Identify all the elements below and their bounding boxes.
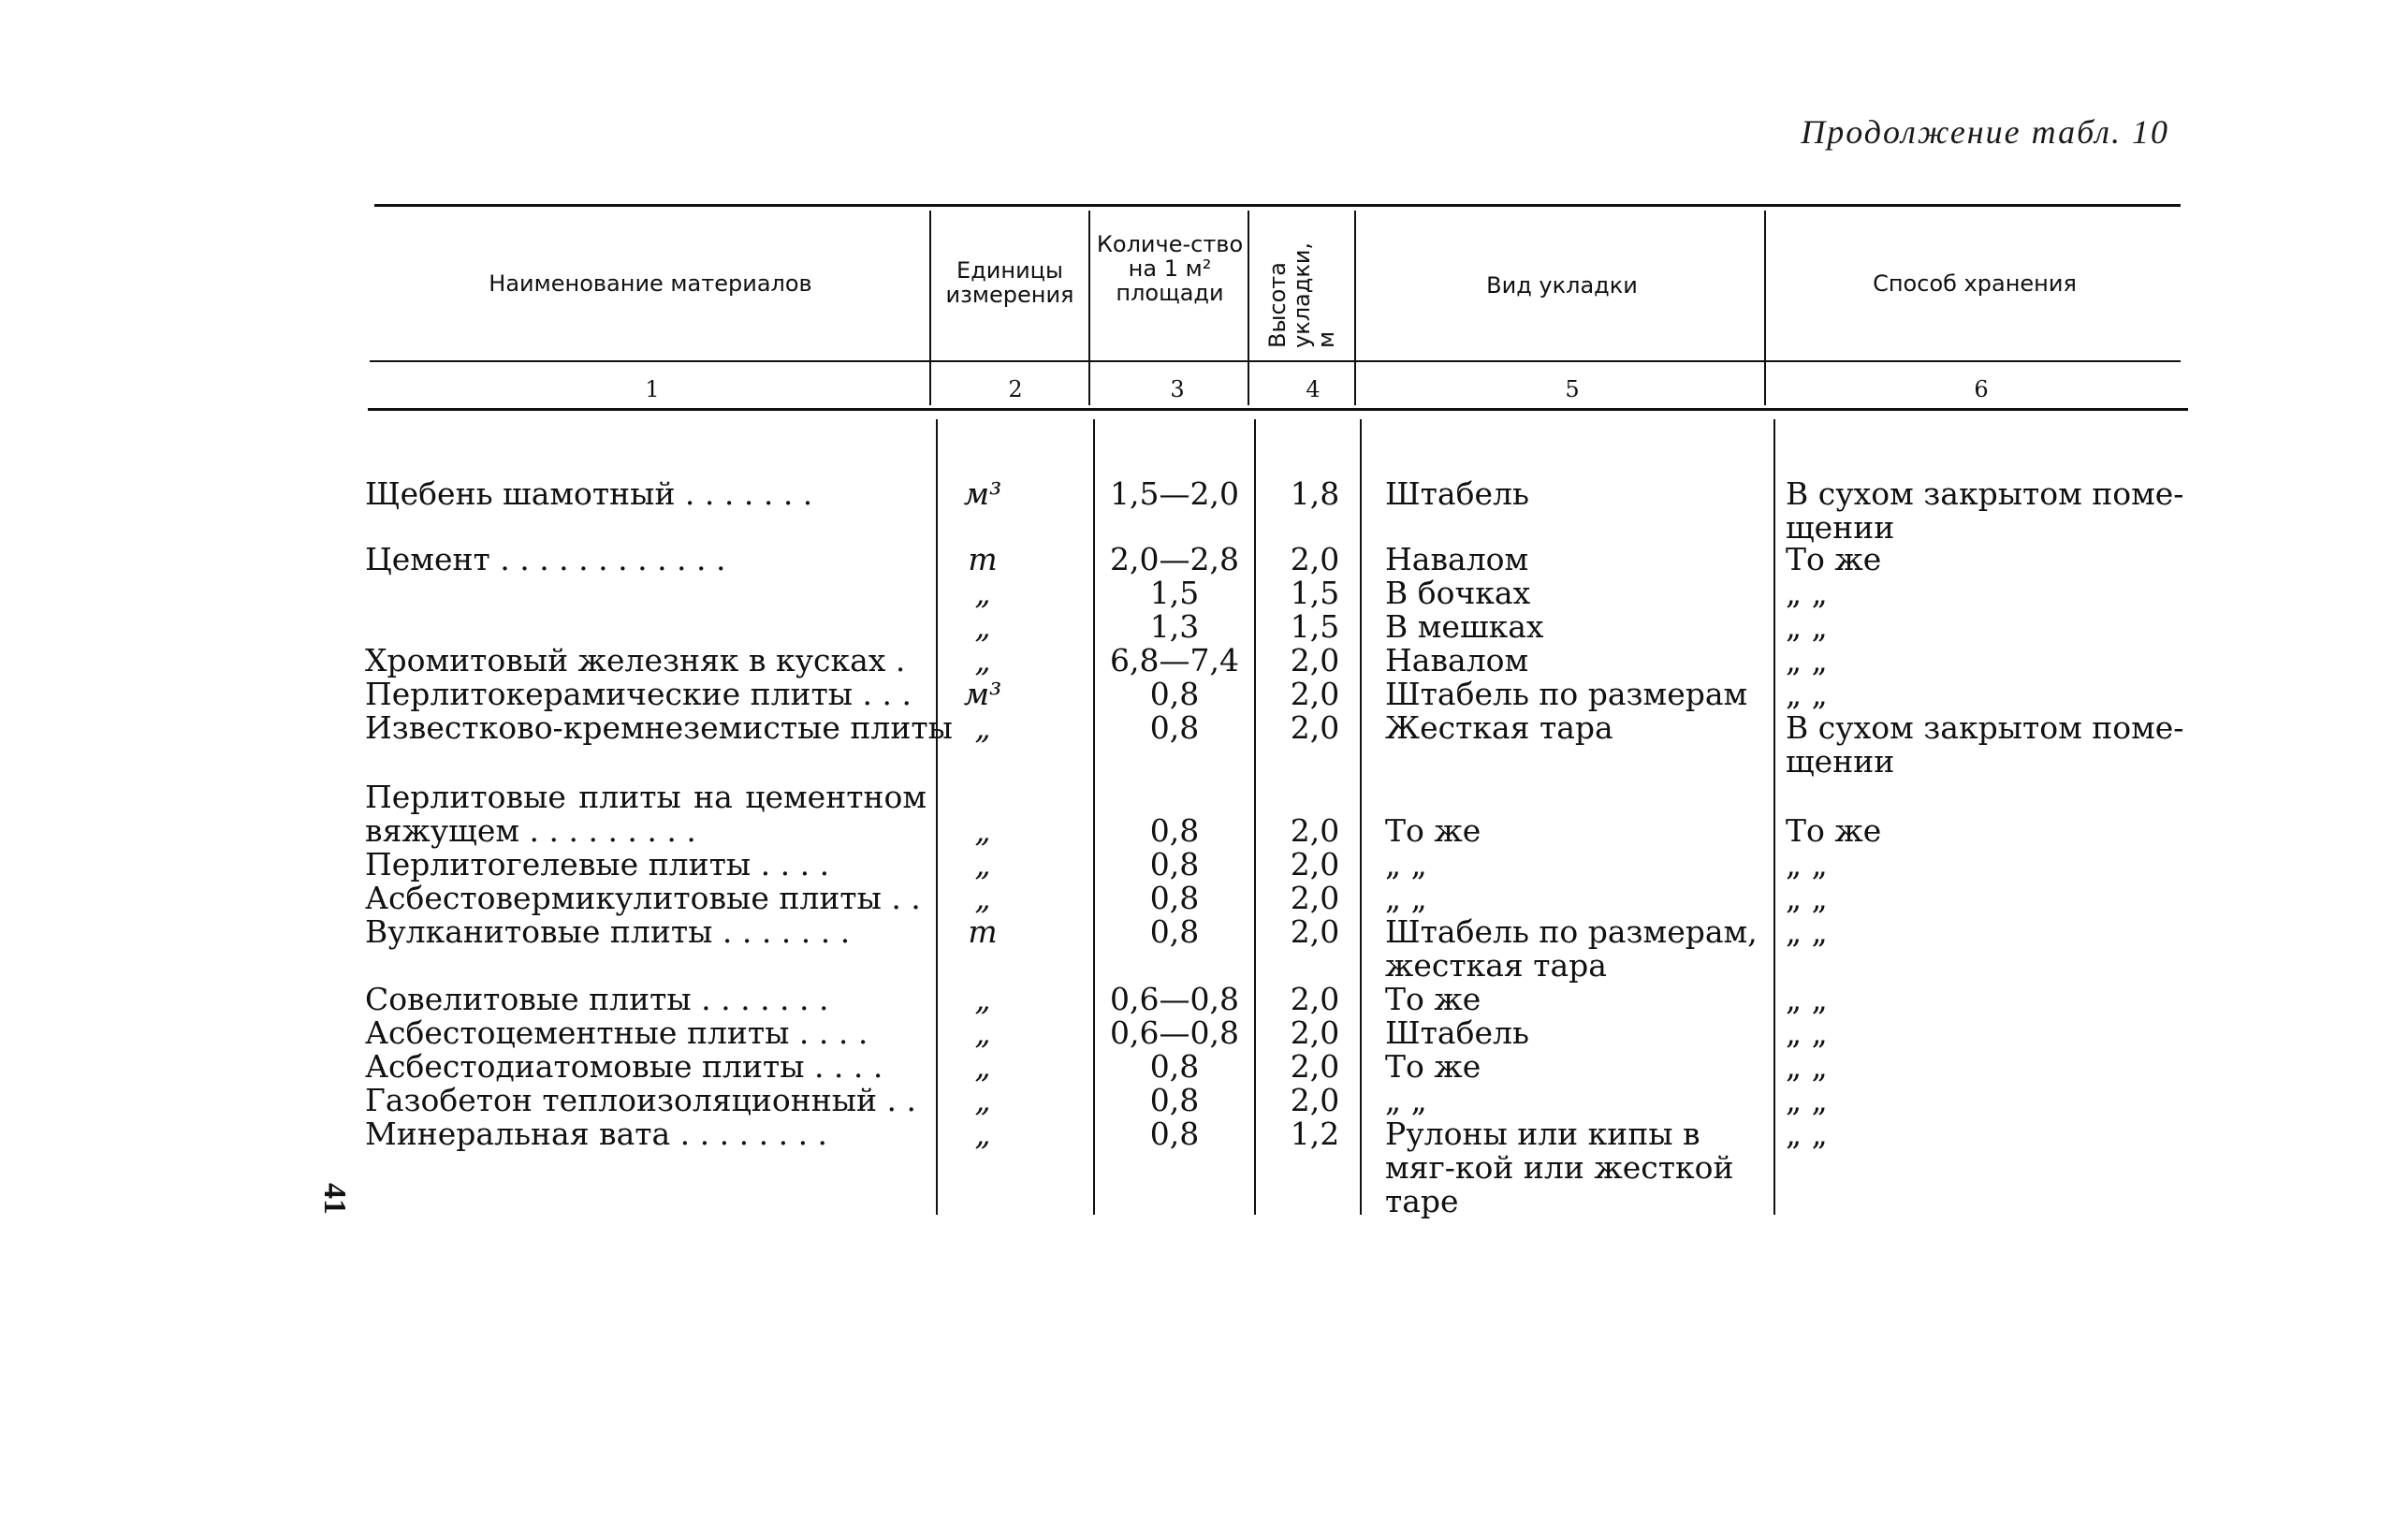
header-stacking-type: Вид укладки — [1486, 272, 1638, 299]
storage-method-cell: „ „ — [1786, 1116, 1828, 1152]
stacking-type-cell: В мешках — [1385, 608, 1544, 645]
unit-cell: т — [968, 913, 998, 950]
material-name-cell: Известково-кремнеземистые плиты — [365, 709, 953, 746]
column-number-6: 6 — [1974, 376, 1989, 402]
header-storage-method: Способ хранения — [1873, 270, 2077, 297]
quantity-cell: 0,8 — [1149, 709, 1200, 746]
stacking-type-cell: Штабель — [1385, 1014, 1529, 1051]
storage-method-cell: „ „ — [1786, 880, 1828, 916]
header-divider-2 — [1088, 211, 1090, 405]
table-top-rule — [374, 204, 2181, 207]
quantity-cell: 0,8 — [1149, 846, 1200, 882]
stacking-type-cell: Рулоны или кипы в мяг-кой или жесткой таре — [1385, 1116, 1734, 1219]
stacking-type-cell: Жесткая тара — [1385, 709, 1613, 746]
height-cell: 1,2 — [1290, 1116, 1340, 1152]
header-divider-4 — [1354, 211, 1356, 405]
storage-method-cell: То же — [1786, 541, 1882, 577]
storage-method-cell: То же — [1786, 812, 1882, 849]
storage-method-cell: В сухом закрытом поме-щении — [1786, 475, 2184, 546]
header-divider-1 — [929, 211, 931, 405]
quantity-cell: 1,3 — [1149, 608, 1200, 645]
column-number-rule — [368, 408, 2188, 411]
material-name-cell: Газобетон теплоизоляционный . . — [365, 1082, 916, 1118]
storage-method-cell: „ „ — [1786, 913, 1828, 950]
height-cell: 2,0 — [1290, 642, 1340, 678]
height-cell: 2,0 — [1290, 880, 1340, 916]
material-name-cell: Перлитокерамические плиты . . . — [365, 676, 912, 712]
height-cell: 2,0 — [1290, 1014, 1340, 1051]
quantity-cell: 0,6—0,8 — [1110, 1014, 1239, 1051]
column-number-4: 4 — [1306, 376, 1321, 402]
unit-cell: „ — [974, 1014, 991, 1051]
material-name-cell: Цемент . . . . . . . . . . . . — [365, 541, 726, 577]
height-cell: 2,0 — [1290, 812, 1340, 849]
unit-cell: м³ — [963, 676, 1002, 712]
quantity-cell: 0,8 — [1149, 812, 1200, 849]
unit-cell: „ — [974, 812, 991, 849]
header-quantity: Количе-ство на 1 м² площади — [1096, 231, 1244, 306]
height-cell: 1,8 — [1290, 475, 1340, 512]
column-number-3: 3 — [1170, 376, 1185, 402]
stacking-type-cell: Навалом — [1385, 541, 1529, 577]
storage-method-cell: „ „ — [1786, 575, 1828, 611]
page-number: 41 — [317, 1183, 352, 1215]
material-name-cell: Асбестоцементные плиты . . . . — [365, 1014, 868, 1051]
stacking-type-cell: То же — [1385, 1048, 1481, 1085]
quantity-cell: 2,0—2,8 — [1110, 541, 1239, 577]
header-divider-5 — [1764, 211, 1766, 405]
unit-cell: „ — [974, 846, 991, 882]
header-height: Высота укладки, м — [1264, 241, 1339, 348]
column-number-1: 1 — [645, 376, 660, 402]
body-divider-4 — [1360, 419, 1362, 1215]
quantity-cell: 0,8 — [1149, 1048, 1200, 1085]
storage-method-cell: „ „ — [1786, 1014, 1828, 1051]
header-unit: Единицы измерения — [945, 257, 1074, 308]
header-material-name: Наименование материалов — [489, 270, 812, 297]
quantity-cell: 0,8 — [1149, 913, 1200, 950]
column-number-2: 2 — [1008, 376, 1023, 402]
storage-method-cell: „ „ — [1786, 1082, 1828, 1118]
material-name-cell: Перлитогелевые плиты . . . . — [365, 846, 830, 882]
unit-cell: „ — [974, 642, 991, 678]
quantity-cell: 0,8 — [1149, 1116, 1200, 1152]
stacking-type-cell: В бочках — [1385, 575, 1531, 611]
quantity-cell: 6,8—7,4 — [1110, 642, 1239, 678]
material-name-cell: Асбестодиатомовые плиты . . . . — [365, 1048, 883, 1085]
storage-method-cell: В сухом закрытом поме-щении — [1786, 709, 2184, 780]
unit-cell: „ — [974, 575, 991, 611]
unit-cell: „ — [974, 981, 991, 1017]
material-name-cell: Хромитовый железняк в кусках . — [365, 642, 906, 678]
height-cell: 2,0 — [1290, 913, 1340, 950]
table-caption: Продолжение табл. 10 — [1801, 113, 2169, 151]
header-bottom-rule — [370, 360, 2181, 362]
storage-method-cell: „ „ — [1786, 981, 1828, 1017]
quantity-cell: 0,8 — [1149, 1082, 1200, 1118]
body-divider-5 — [1773, 419, 1775, 1215]
material-name-cell: Вулканитовые плиты . . . . . . . — [365, 913, 851, 950]
quantity-cell: 0,8 — [1149, 880, 1200, 916]
stacking-type-cell: Штабель — [1385, 475, 1529, 512]
height-cell: 2,0 — [1290, 709, 1340, 746]
stacking-type-cell: Штабель по размерам, жесткая тара — [1385, 913, 1758, 984]
stacking-type-cell: То же — [1385, 812, 1481, 849]
storage-method-cell: „ „ — [1786, 846, 1828, 882]
header-divider-3 — [1248, 211, 1249, 405]
stacking-type-cell: „ „ — [1385, 1082, 1427, 1118]
height-cell: 2,0 — [1290, 541, 1340, 577]
height-cell: 2,0 — [1290, 846, 1340, 882]
unit-cell: „ — [974, 1048, 991, 1085]
material-name-cell: Щебень шамотный . . . . . . . — [365, 475, 813, 512]
storage-method-cell: „ „ — [1786, 1048, 1828, 1085]
stacking-type-cell: То же — [1385, 981, 1481, 1017]
unit-cell: „ — [974, 1116, 991, 1152]
column-number-5: 5 — [1565, 376, 1580, 402]
unit-cell: м³ — [963, 475, 1002, 512]
height-cell: 1,5 — [1290, 575, 1340, 611]
material-name-cell: Совелитовые плиты . . . . . . . — [365, 981, 829, 1017]
unit-cell: „ — [974, 709, 991, 746]
unit-cell: „ — [974, 880, 991, 916]
material-name-cell: Перлитовые плиты на цементном вяжущем . . . . . . . . . — [365, 779, 927, 849]
stacking-type-cell: Штабель по размерам — [1385, 676, 1748, 712]
quantity-cell: 0,8 — [1149, 676, 1200, 712]
stacking-type-cell: „ „ — [1385, 846, 1427, 882]
height-cell: 2,0 — [1290, 676, 1340, 712]
body-divider-1 — [936, 419, 938, 1215]
quantity-cell: 0,6—0,8 — [1110, 981, 1239, 1017]
material-name-cell: Асбестовермикулитовые плиты . . — [365, 880, 921, 916]
height-cell: 1,5 — [1290, 608, 1340, 645]
storage-method-cell: „ „ — [1786, 608, 1828, 645]
quantity-cell: 1,5 — [1149, 575, 1200, 611]
unit-cell: т — [968, 541, 998, 577]
stacking-type-cell: „ „ — [1385, 880, 1427, 916]
material-name-cell: Минеральная вата . . . . . . . . — [365, 1116, 828, 1152]
unit-cell: „ — [974, 608, 991, 645]
height-cell: 2,0 — [1290, 1082, 1340, 1118]
height-cell: 2,0 — [1290, 981, 1340, 1017]
quantity-cell: 1,5—2,0 — [1110, 475, 1239, 512]
storage-method-cell: „ „ — [1786, 642, 1828, 678]
storage-method-cell: „ „ — [1786, 676, 1828, 712]
stacking-type-cell: Навалом — [1385, 642, 1529, 678]
height-cell: 2,0 — [1290, 1048, 1340, 1085]
unit-cell: „ — [974, 1082, 991, 1118]
